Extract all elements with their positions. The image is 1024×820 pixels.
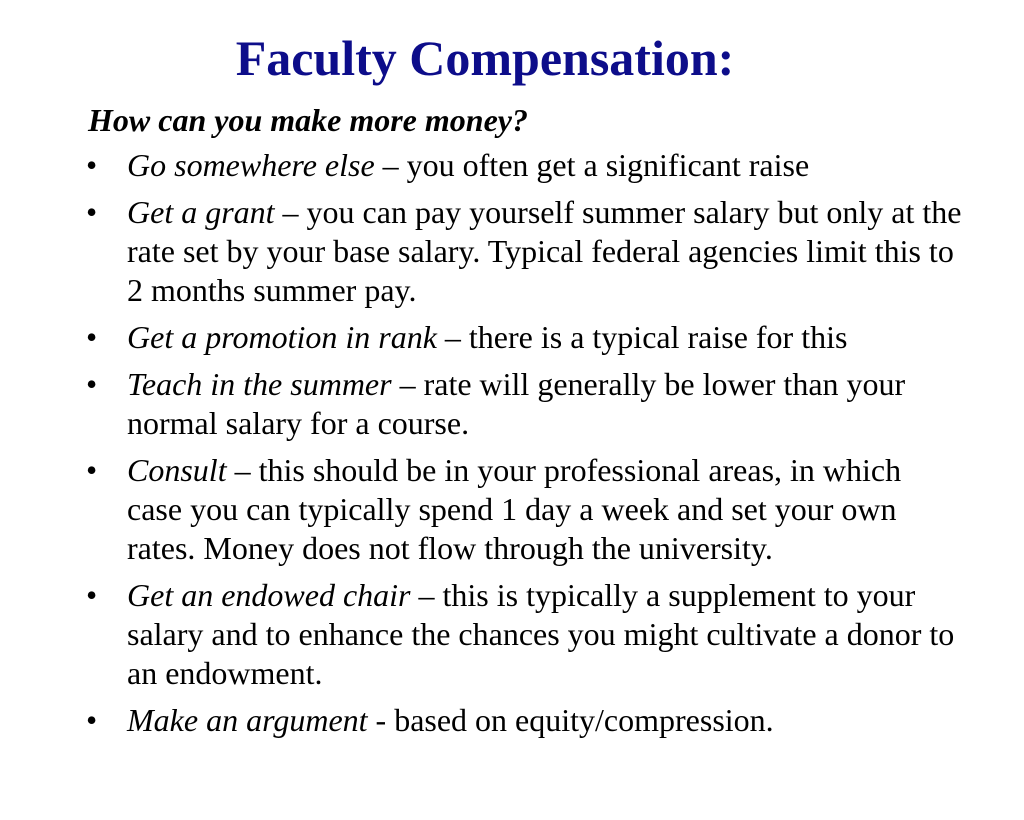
bullet-item-get-a-grant <box>82 193 962 310</box>
bullet-item-consult <box>82 451 962 568</box>
bullet-list <box>82 146 962 748</box>
bullet-text: – you can pay yourself summer salary but only at the rate set by your base salary. Typical federal agencies limit this to 2 months summer pay. <box>127 194 962 308</box>
bullet-lead: Consult <box>127 452 227 488</box>
bullet-text: – this should be in your professional areas, in which case you can typically spend 1 day a week and set your own rates. Money does not flow through the university. <box>127 452 902 566</box>
bullet-icon: • <box>86 577 98 613</box>
bullet-item-go-somewhere-else <box>82 146 962 185</box>
bullet-item-get-a-promotion <box>82 318 962 357</box>
bullet-lead: Go somewhere else <box>127 147 375 183</box>
bullet-icon: • <box>86 452 98 488</box>
bullet-lead: Make an argument <box>127 702 368 738</box>
slide-title: Faculty Compensation: <box>235 30 735 86</box>
bullet-text: – this is typically a supplement to your salary and to enhance the chances you might cultivate a donor to an endowment. <box>127 577 955 691</box>
bullet-lead: Teach in the summer <box>127 366 392 402</box>
bullet-text: - based on equity/compression. <box>367 702 774 738</box>
bullet-item-make-an-argument <box>82 701 962 740</box>
bullet-item-teach-in-summer <box>82 365 962 443</box>
bullet-item-endowed-chair <box>82 576 962 693</box>
bullet-icon: • <box>86 319 98 355</box>
bullet-lead: Get an endowed chair <box>127 577 411 613</box>
bullet-icon: • <box>86 194 98 230</box>
bullet-icon: • <box>86 147 98 183</box>
bullet-text: – you often get a significant raise <box>374 147 810 183</box>
bullet-lead: Get a promotion in rank <box>127 319 437 355</box>
bullet-icon: • <box>86 702 98 738</box>
bullet-lead: Get a grant <box>127 194 275 230</box>
bullet-text: – there is a typical raise for this <box>436 319 848 355</box>
bullet-text: – rate will generally be lower than your normal salary for a course. <box>127 366 906 441</box>
bullet-icon: • <box>86 366 98 402</box>
slide-subtitle: How can you make more money? <box>88 102 528 138</box>
